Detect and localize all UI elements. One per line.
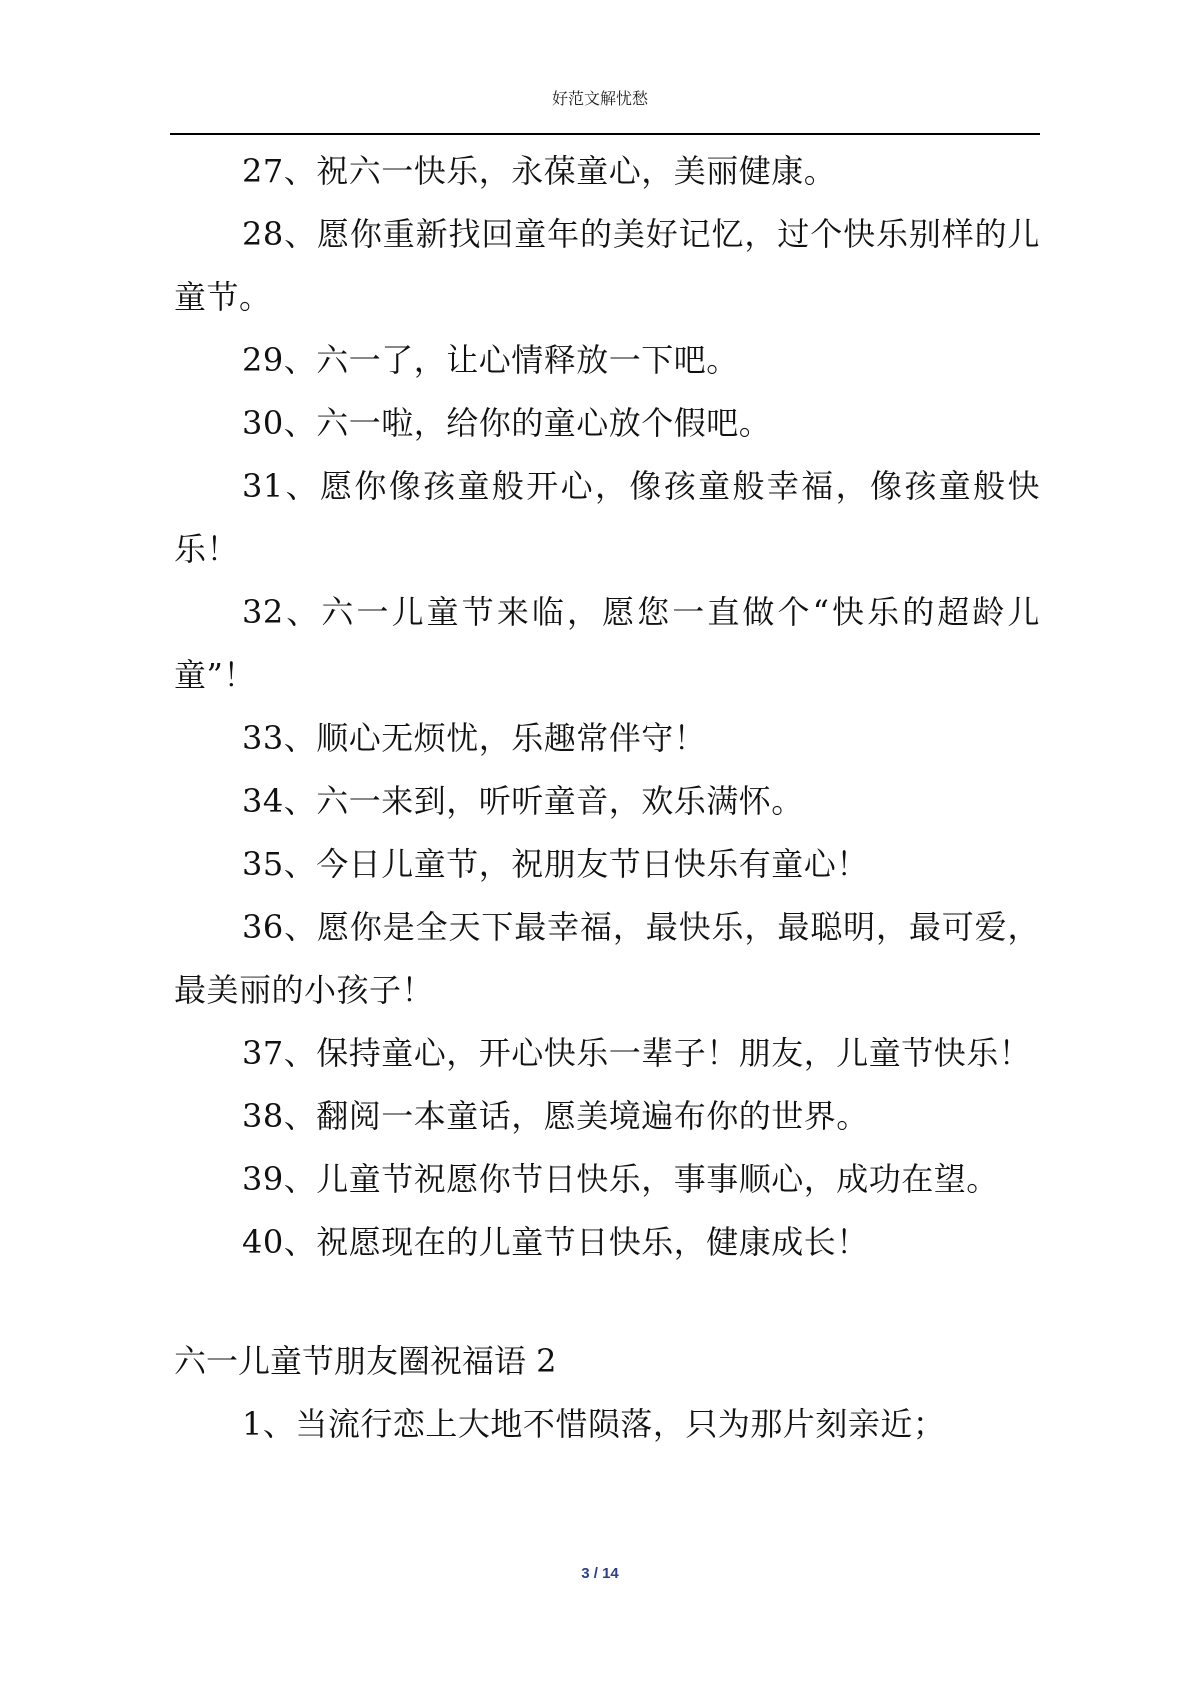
paragraph-32: 32、六一儿童节来临，愿您一直做个“快乐的超龄儿童”！ xyxy=(174,593,1040,694)
page-header: 好范文解忧愁 xyxy=(551,89,648,108)
section-first-item: 1、当流行恋上大地不惜陨落，只为那片刻亲近； xyxy=(242,1405,946,1443)
paragraph-40: 40、祝愿现在的儿童节日快乐，健康成长！ xyxy=(242,1223,869,1261)
paragraph-38: 38、翻阅一本童话，愿美境遍布你的世界。 xyxy=(242,1097,869,1135)
document-body xyxy=(174,140,1040,1456)
paragraph-33: 33、顺心无烦忧，乐趣常伴守！ xyxy=(242,719,707,757)
paragraph-36: 36、愿你是全天下最幸福，最快乐，最聪明，最可爱，最美丽的小孩子！ xyxy=(174,908,1040,1009)
paragraph-27: 27、祝六一快乐，永葆童心，美丽健康。 xyxy=(242,152,837,190)
paragraph-31: 31、愿你像孩童般开心，像孩童般幸福，像孩童般快乐！ xyxy=(174,467,1040,568)
page-number: 3 / 14 xyxy=(581,1565,619,1582)
paragraph-35: 35、今日儿童节，祝朋友节日快乐有童心！ xyxy=(242,845,869,883)
paragraph-28: 28、愿你重新找回童年的美好记忆，过个快乐别样的儿童节。 xyxy=(174,215,1040,316)
section-title: 六一儿童节朋友圈祝福语 2 xyxy=(174,1342,557,1380)
paragraph-30: 30、六一啦，给你的童心放个假吧。 xyxy=(242,404,772,442)
header-divider xyxy=(170,133,1040,135)
paragraph-34: 34、六一来到，听听童音，欢乐满怀。 xyxy=(242,782,804,820)
paragraph-29: 29、六一了，让心情释放一下吧。 xyxy=(242,341,739,379)
paragraph-39: 39、儿童节祝愿你节日快乐，事事顺心，成功在望。 xyxy=(242,1160,999,1198)
paragraph-37: 37、保持童心，开心快乐一辈子！朋友，儿童节快乐！ xyxy=(242,1034,1032,1072)
